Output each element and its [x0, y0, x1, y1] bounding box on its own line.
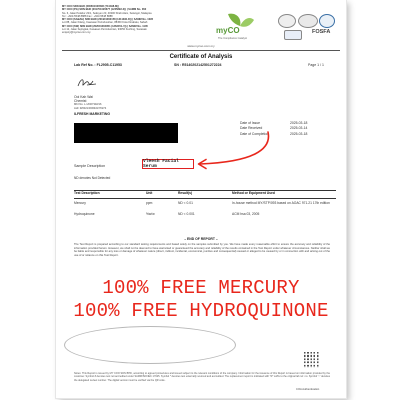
accreditation-badges	[278, 14, 342, 36]
cell-unit: %w/w	[146, 212, 155, 216]
logo-tagline: The Compliance Catalyst	[218, 37, 247, 40]
table-row	[74, 212, 336, 223]
recipient-company: ILFRESH MARKETING	[74, 111, 110, 116]
certification-seal-icon	[298, 14, 318, 28]
sn-label: SN :	[174, 63, 182, 67]
date-row	[240, 132, 340, 137]
lab-ref	[74, 63, 122, 67]
company-email: enquiry@mycoo.com.my	[62, 31, 91, 35]
mycoo-logo	[206, 10, 266, 40]
company-line: No. 6, Jalan Pelabur 23/1, Seksyen 23, 40300 Shah Alam, Selangor, Malaysia	[62, 11, 152, 15]
recipient-reg: MKI No. L.1/00/7302/16	[74, 103, 102, 107]
leaf-icon	[206, 10, 266, 40]
lab-ref-value: FL2905-C11953	[96, 63, 122, 67]
page-title: Certificate of Analysis	[169, 54, 233, 60]
certificate-page	[56, 0, 346, 398]
website: www.mycoo.com.my	[187, 44, 215, 48]
samm-seal-icon	[319, 14, 335, 28]
sample-description-value: Vleesh Facial Serum	[142, 159, 194, 169]
table-header	[74, 191, 336, 199]
cell-result: ND < 0.01	[178, 201, 193, 205]
company-details	[62, 5, 180, 35]
cell-method: In-house method MY/STP/093 based on AOAC 971.21 17th edition	[232, 201, 330, 205]
col-result: Result(s)	[178, 191, 193, 195]
col-method: Method or Equipment Used	[232, 191, 275, 195]
cell-unit: ppm	[146, 201, 153, 205]
recipient-role: Chemist	[74, 99, 87, 104]
signature	[76, 76, 100, 95]
header-divider	[62, 50, 340, 51]
qr-code-overlay	[304, 352, 320, 368]
col-unit: Unit	[146, 191, 153, 195]
date-value: 2025-03-14	[290, 126, 308, 131]
disclaimer-text: The Test Report is prepared according to our standard testing requirements and based solely on the samples submitted by you. We have made every reasonable effort to ensure the accuracy and reliability of the information provided herein. However, we shall not be deemed to have warranted or guaranteed the accuracy and reliability of the results contained in the Test Report under whatever circumstances. Neither shall we be liable and responsible for any loss or damage of whatever nature (direct, indirect, incidental, economical, punitive and consequential) caused or alleged to be caused by or in connection with and arising out of the use of or reliance on this Test Report.	[74, 243, 330, 257]
page-number: Page 1 / 1	[308, 63, 324, 67]
company-line: MY COO (SABAH) SDN BHD (201901002158 (1311390-D)) | SAMM No. 1095	[62, 18, 154, 22]
serial-number	[174, 63, 222, 67]
banner-free-mercury: 100% FREE MERCURY	[102, 277, 300, 299]
sn-value: R5140202142501272224	[181, 63, 222, 67]
nd-note: ND denotes Not Detected	[74, 176, 111, 180]
redacted-address	[74, 123, 178, 143]
company-line: Lot 12, Jalan Sejingkat, Kawasan Perindustrian, 93050 Kuching, Sarawak	[62, 28, 147, 32]
fosfa-logo: FOSFA	[312, 29, 331, 35]
company-line: MY COO (SW) SDN BHD (202001004851 (1362451-V)) | SAMM No. 1135	[62, 24, 148, 28]
dates-block	[240, 121, 340, 137]
date-label: Date of Issue	[240, 121, 260, 125]
accreditation-seal-icon	[278, 14, 296, 28]
table-row	[74, 201, 336, 212]
date-label: Date Received	[240, 126, 263, 131]
recipient-reg2: AHI: R/0021/0/064/0/7/0274	[74, 106, 107, 110]
col-test: Test Description	[74, 191, 100, 195]
lab-ref-label: Lab Ref No. :	[74, 63, 97, 67]
results-table	[74, 191, 336, 223]
footer-notes: Notes: This Report is issued by MY COO SDN BHD, according to agreed procedures and issued subject to the relevant conditions of the company. Information for the issuance of this Report is based on information provided by the customer. Symbol # denotes test not accredited under SAMM/ISO/IEC 17025. Symbol * denotes test externally sourced and accredited. The replacement report is indicated with "R" suffix to the original lab ref. no. Symbol "-" denotes the delegated review number. The digital version must be verified via the QR code.	[74, 372, 330, 382]
logo-text: myCO	[216, 26, 240, 35]
cell-method: ACM hsa 03, 2005	[232, 212, 260, 216]
date-value: 2025-03-18	[290, 121, 308, 125]
cell-test: Hydroquinone	[74, 212, 95, 216]
sample-description-label: Sample Description	[74, 164, 106, 168]
company-line: MY COO (PG) SDN BHD (201701020677 (1235892-X)) | SAMM No. 062	[62, 8, 147, 12]
company-line: Tel : +603-5548 8888 Fax : +603-5548 8888	[62, 14, 113, 18]
date-value: 2025-03-18	[290, 131, 308, 136]
cell-test: Mercury	[74, 201, 86, 205]
company-line: Lot 88, Jalan Kilang, Kawasan Perindustrian, 88450 Kota Kinabalu, Sabah	[62, 21, 148, 25]
recipient-name: Ooi Kah Wai	[74, 95, 93, 99]
banner-free-hydroquinone: 100% FREE HYDROQUINONE	[73, 300, 329, 322]
iso-badge-icon	[284, 30, 302, 40]
end-of-report: – END OF REPORT –	[184, 237, 218, 241]
company-line: MY COO SDN BHD (200601020596 (744498-M))	[62, 5, 119, 8]
cell-result: ND < 0.001	[178, 212, 195, 216]
stamp-ring-icon	[64, 326, 236, 364]
faded-stamp	[62, 322, 238, 364]
recipient-block	[74, 95, 184, 116]
date-label: Date of Completion	[240, 131, 270, 136]
coa-authentication-label: COA Authentication	[296, 388, 320, 391]
